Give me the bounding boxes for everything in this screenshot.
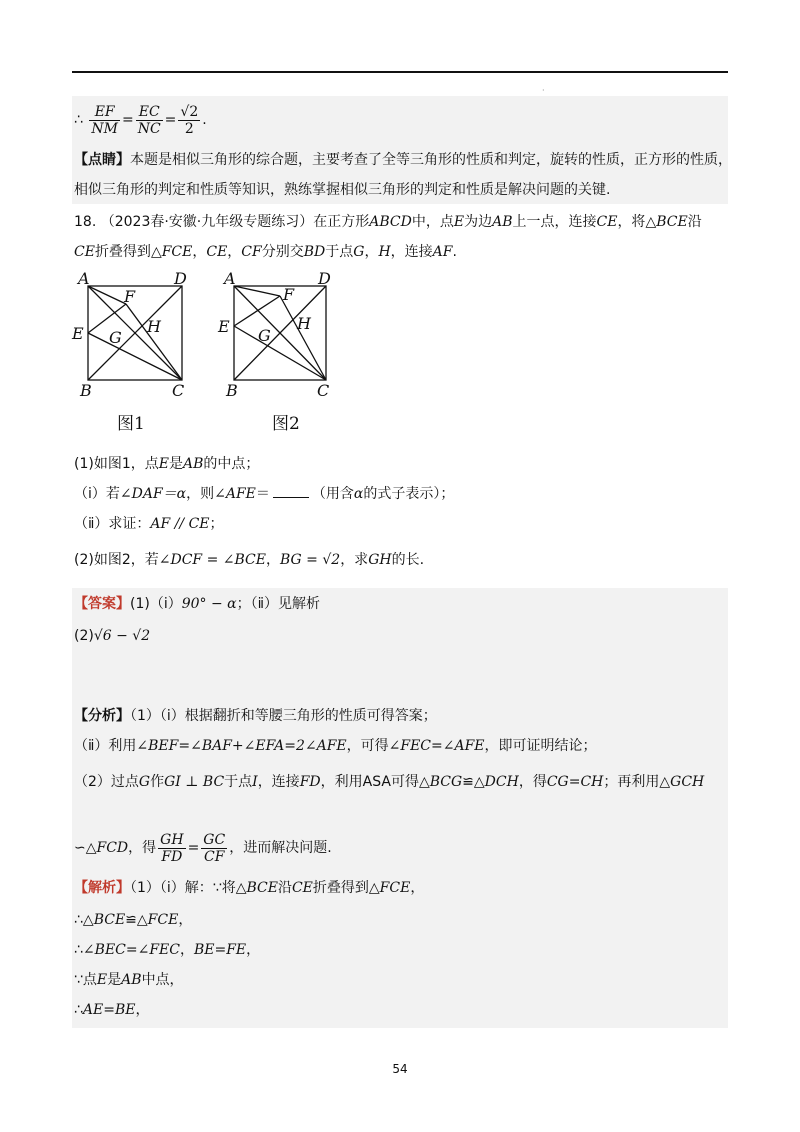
fraction-root2-2: $\frac{√2}{2}$	[180, 103, 199, 137]
answer-label: 【答案】	[74, 596, 130, 612]
fig2-label-g: G	[258, 326, 271, 345]
solution-line-1: 【解析】（1）（ⅰ）解：∵将△BCE沿CE折叠得到△FCE，	[74, 880, 425, 896]
analysis-line-2: （ⅱ）利用∠BEF=∠BAF+∠EFA=2∠AFE，可得∠FEC=∠AFE，即可证明结论；	[74, 738, 597, 754]
fig1-label-f: F	[124, 287, 136, 306]
fig1-label-h: H	[147, 317, 161, 336]
answer-blank	[273, 497, 309, 498]
fig2-label-a: A	[224, 269, 236, 288]
shade-block-answer	[72, 588, 728, 1028]
fig2-label-d: D	[318, 269, 331, 288]
solution-line-5: ∴AE=BE，	[74, 1002, 150, 1018]
fig1-label-g: G	[109, 328, 122, 347]
header-rule	[72, 71, 728, 73]
header-dot: ·	[542, 86, 545, 95]
part-2-line: (2)如图2，若∠DCF = ∠BCE，BG = √2，求GH的长.	[74, 552, 425, 568]
dianjing-label: 【点睛】	[74, 152, 130, 168]
solution-line-2: ∴△BCE≌△FCE，	[74, 912, 193, 928]
fig2-segment-ec	[234, 326, 326, 380]
figure-2-caption: 图2	[272, 414, 300, 434]
part-1-i-line: （ⅰ）若∠DAF＝α，则∠AFE＝ （用含α的式子表示）；	[74, 486, 455, 502]
problem-line-1: 18. （2023春·安徽·九年级专题练习）在正方形ABCD中，点E为边AB上一点，连接CE，将△BCE沿	[74, 214, 702, 230]
therefore-sign: ∴	[74, 112, 83, 128]
fig2-segment-ef	[234, 296, 280, 326]
figure-1-diagram	[66, 268, 206, 400]
fig1-label-c: C	[172, 381, 185, 400]
fig2-label-e: E	[218, 317, 230, 336]
answer-line-1: 【答案】(1)（ⅰ）90° − α；（ⅱ）见解析	[74, 596, 321, 612]
solution-line-3: ∴∠BEC=∠FEC，BE=FE，	[74, 942, 261, 958]
analysis-line-3: （2）过点G作GI ⊥ BC于点I，连接FD，利用ASA可得△BCG≌△DCH，得CG=CH；再利用△GCH	[74, 774, 705, 790]
fig2-label-b: B	[226, 381, 238, 400]
answer-line-2: (2)√6 − √2	[74, 628, 151, 644]
fig1-label-a: A	[78, 269, 90, 288]
part-1-line: (1)如图1，点E是AB的中点；	[74, 456, 260, 472]
intro-ratio-line: ∴ $\frac{EF}{NM}$ = $\frac{EC}{NC}$ = $\frac{√2}{2}$ .	[74, 103, 207, 137]
fraction-ef-nm: $\frac{EF}{NM}$	[91, 103, 118, 137]
analysis-line-4: ∽△FCD，得 $\frac{GH}{FD}$ = $\frac{GC}{CF}$ ，进而解决问题.	[74, 831, 332, 865]
fraction-gh-fd: $\frac{GH}{FD}$	[160, 831, 184, 865]
part-1-ii-line: （ⅱ）求证：AF // CE；	[74, 516, 224, 532]
fraction-ec-nc: $\frac{EC}{NC}$	[137, 103, 161, 137]
dianjing-line-1: 【点睛】本题是相似三角形的综合题，主要考查了全等三角形的性质和判定，旋转的性质，正方形的性质，	[74, 152, 732, 168]
fig2-segment-af	[234, 286, 280, 296]
figure-1-caption: 图1	[117, 414, 145, 434]
analysis-line-1: 【分析】（1）（ⅰ）根据翻折和等腰三角形的性质可得答案；	[74, 708, 437, 724]
figure-2-diagram	[212, 268, 352, 400]
fig1-segment-af	[88, 286, 126, 304]
fig1-label-d: D	[174, 269, 187, 288]
fig1-label-b: B	[80, 381, 92, 400]
fig2-label-c: C	[317, 381, 330, 400]
problem-line-2: CE折叠得到△FCE，CE，CF分别交BD于点G，H，连接AF.	[74, 244, 457, 260]
fig1-segment-fc	[126, 304, 182, 380]
fig1-segment-ec	[88, 333, 182, 380]
fraction-gc-cf: $\frac{GC}{CF}$	[203, 831, 226, 865]
solution-line-4: ∵点E是AB中点，	[74, 972, 184, 988]
fig1-label-e: E	[72, 324, 84, 343]
dianjing-line-2: 相似三角形的判定和性质等知识，熟练掌握相似三角形的判定和性质是解决问题的关键.	[74, 182, 611, 198]
fig2-label-f: F	[283, 285, 295, 304]
fig2-label-h: H	[297, 314, 311, 333]
page-number: 54	[392, 1062, 408, 1076]
analysis-label: 【分析】	[74, 708, 130, 724]
solution-label: 【解析】	[74, 880, 130, 896]
